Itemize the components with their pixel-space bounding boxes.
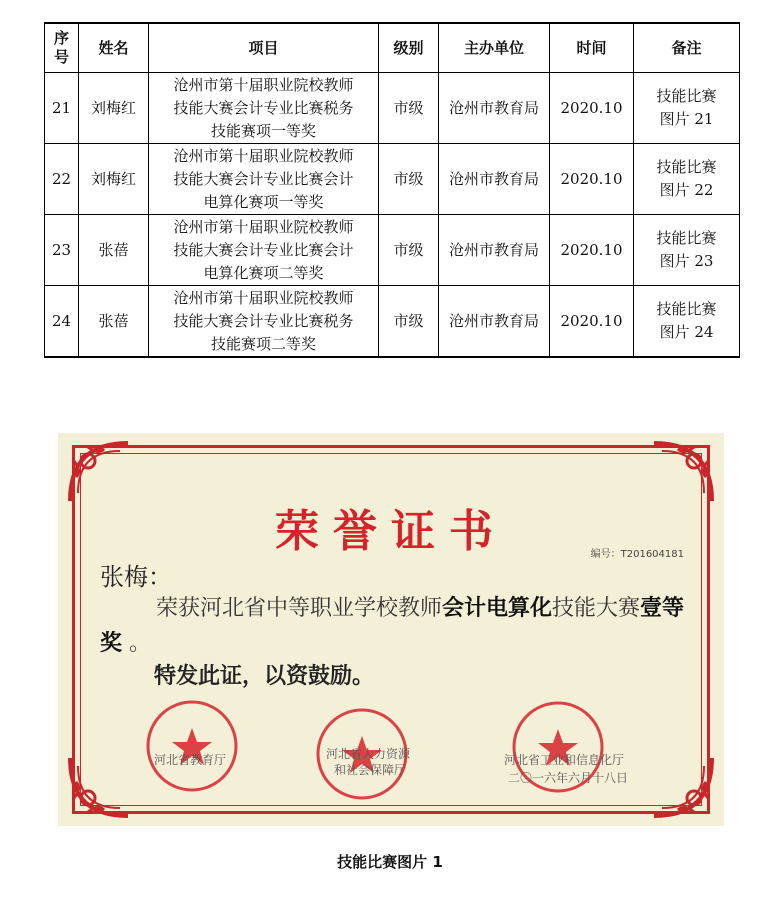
cell-name: 张蓓 — [79, 286, 149, 358]
official-seal-icon — [144, 698, 240, 794]
cell-seq: 21 — [45, 73, 79, 144]
cell-project: 沧州市第十届职业院校教师 技能大赛会计专业比赛税务 技能赛项一等奖 — [149, 73, 379, 144]
header-time: 时间 — [550, 23, 634, 73]
cell-name: 张蓓 — [79, 215, 149, 286]
certificate-encourage: 特发此证，以资鼓励。 — [154, 663, 375, 689]
certificate-image — [58, 433, 724, 826]
cell-time: 2020.10 — [550, 144, 634, 215]
cell-time: 2020.10 — [550, 73, 634, 144]
cell-project: 沧州市第十届职业院校教师 技能大赛会计专业比赛税务 技能赛项二等奖 — [149, 286, 379, 358]
cell-seq: 23 — [45, 215, 79, 286]
cell-name: 刘梅红 — [79, 73, 149, 144]
table-row — [45, 73, 740, 144]
header-seq: 序 号 — [45, 23, 79, 73]
table-row — [45, 286, 740, 358]
header-remark: 备注 — [634, 23, 740, 73]
cell-name: 刘梅红 — [79, 144, 149, 215]
certificate-recipient: 张梅： — [100, 563, 172, 591]
table-row — [45, 144, 740, 215]
cell-level: 市级 — [379, 73, 439, 144]
cell-level: 市级 — [379, 144, 439, 215]
header-level: 级别 — [379, 23, 439, 73]
certificate-serial: 编号：T201604181 — [590, 549, 684, 560]
figure-caption: 技能比赛图片 1 — [337, 853, 443, 871]
cell-seq: 22 — [45, 144, 79, 215]
cell-remark: 技能比赛 图片 23 — [634, 215, 740, 286]
cell-organizer: 沧州市教育局 — [439, 286, 550, 358]
corner-ornament-icon — [648, 752, 718, 822]
table-header-row — [45, 23, 740, 73]
cell-level: 市级 — [379, 286, 439, 358]
cell-remark: 技能比赛 图片 22 — [634, 144, 740, 215]
header-organizer: 主办单位 — [439, 23, 550, 73]
certificate-body: 荣获河北省中等职业学校教师会计电算化技能大赛壹等奖 。 — [100, 595, 685, 656]
cell-time: 2020.10 — [550, 286, 634, 358]
cell-level: 市级 — [379, 215, 439, 286]
cell-remark: 技能比赛 图片 21 — [634, 73, 740, 144]
cell-remark: 技能比赛 图片 24 — [634, 286, 740, 358]
certificate-title: 荣誉证书 — [275, 506, 507, 557]
cell-organizer: 沧州市教育局 — [439, 73, 550, 144]
header-project: 项目 — [149, 23, 379, 73]
table-row — [45, 215, 740, 286]
cell-project: 沧州市第十届职业院校教师 技能大赛会计专业比赛会计 电算化赛项一等奖 — [149, 144, 379, 215]
cell-time: 2020.10 — [550, 215, 634, 286]
awards-table — [44, 22, 740, 358]
corner-ornament-icon — [64, 752, 134, 822]
seal-org-hr-line2: 和社会保障厅 — [334, 763, 407, 777]
seal-org-industry: 河北省工业和信息化厅 — [504, 753, 625, 767]
cell-organizer: 沧州市教育局 — [439, 215, 550, 286]
seal-org-hr-line1: 河北省人力资源 — [326, 747, 411, 761]
certificate-date: 二〇一六年六月十八日 — [508, 771, 629, 785]
seal-org-education: 河北省教育厅 — [154, 753, 227, 767]
cell-organizer: 沧州市教育局 — [439, 144, 550, 215]
header-name: 姓名 — [79, 23, 149, 73]
cell-seq: 24 — [45, 286, 79, 358]
cell-project: 沧州市第十届职业院校教师 技能大赛会计专业比赛会计 电算化赛项二等奖 — [149, 215, 379, 286]
